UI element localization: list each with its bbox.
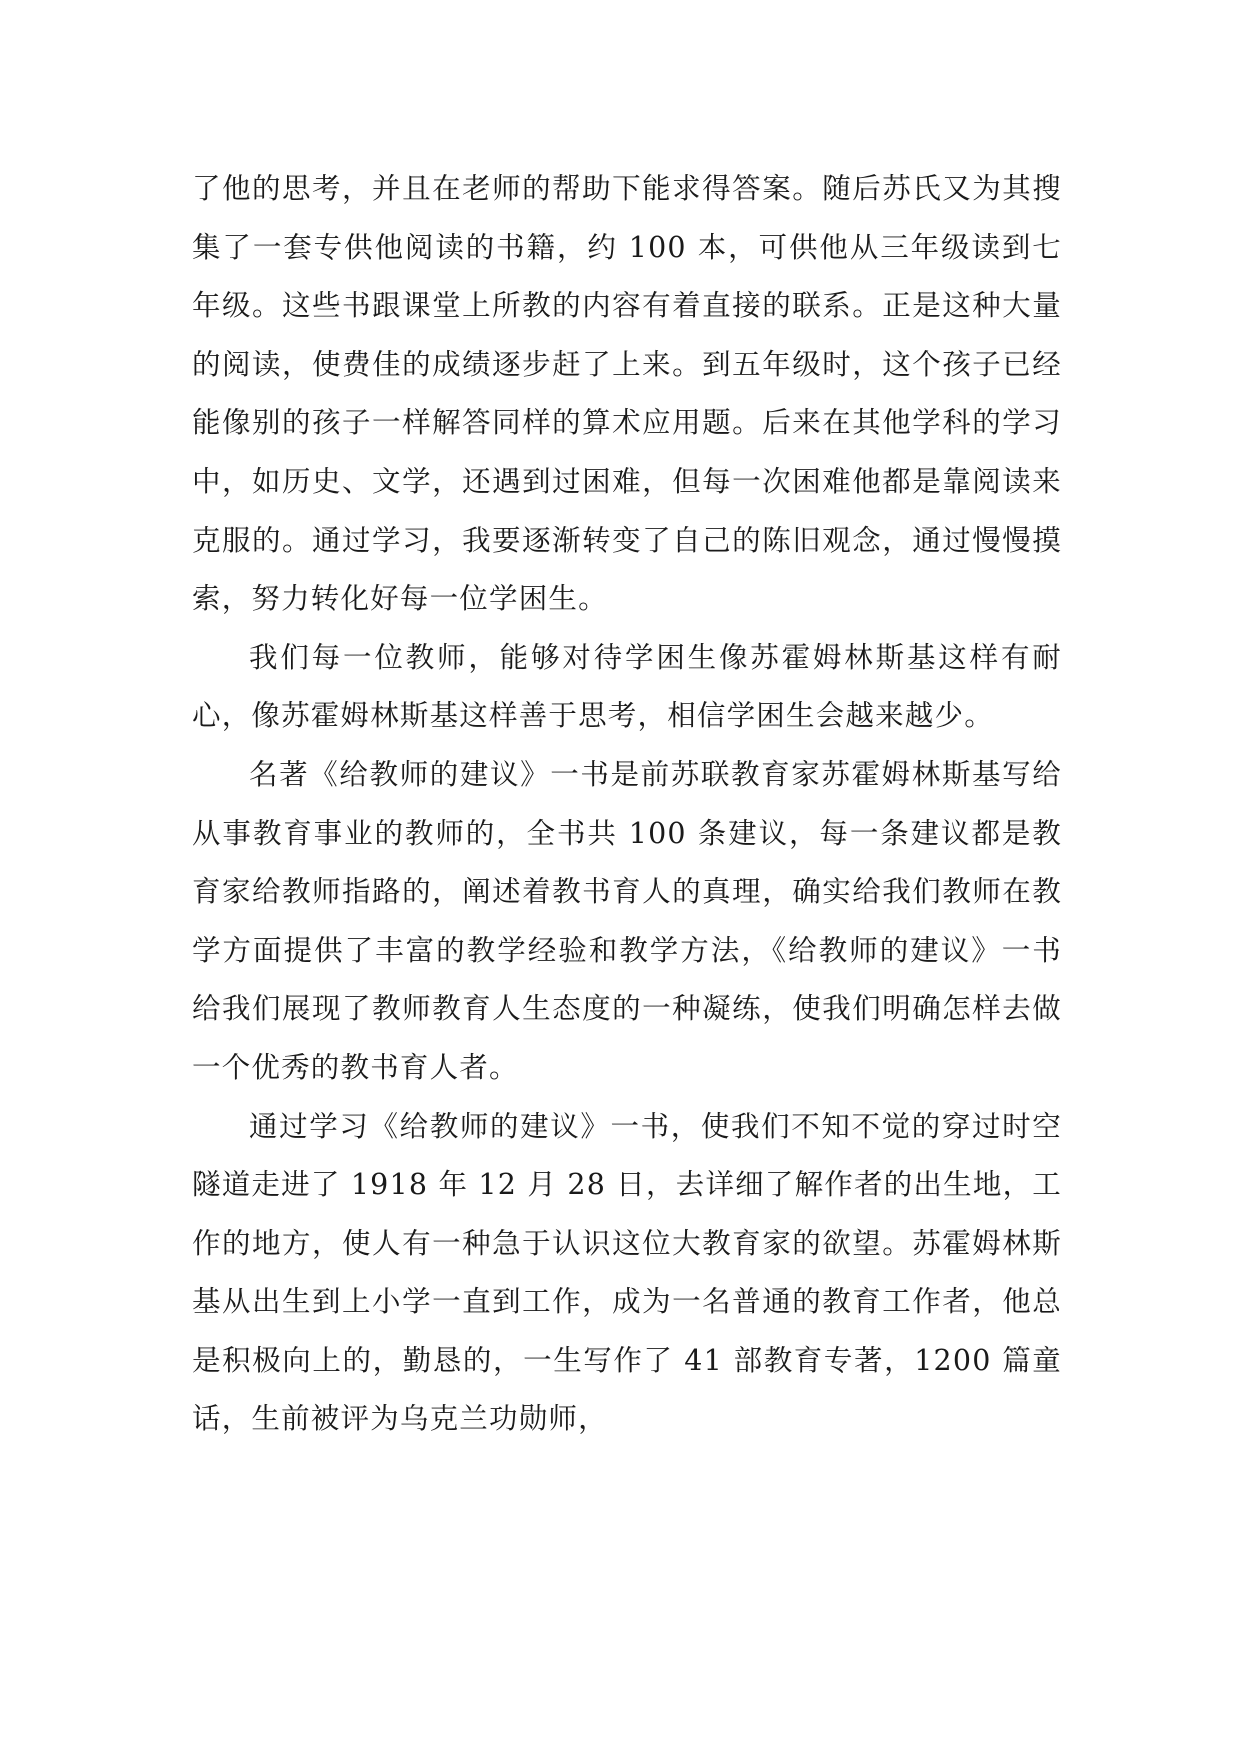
paragraph: 名著《给教师的建议》一书是前苏联教育家苏霍姆林斯基写给从事教育事业的教师的，全书共 100 条建议，每一条建议都是教育家给教师指路的，阐述着教书育人的真理，确实给我们教师在教学方面提供了丰富的教学经验和教学方法，《给教师的建议》一书给我们展现了教师教育人生态度的一种凝练，使我们明确怎样去做一个优秀的教书育人者。: [192, 757, 1062, 1084]
paragraph: 通过学习《给教师的建议》一书，使我们不知不觉的穿过时空隧道走进了 1918 年 12 月 28 日，去详细了解作者的出生地，工作的地方，使人有一种急于认识这位大教育家的欲望。苏霍姆林斯基从出生到上小学一直到工作，成为一名普通的教育工作者，他总是积极向上的，勤恳的，一生写作了 41 部教育专著，1200 篇童话，生前被评为乌克兰功勋师，: [192, 1109, 1062, 1436]
body-text: [192, 160, 1062, 1449]
paragraph: 我们每一位教师，能够对待学困生像苏霍姆林斯基这样有耐心，像苏霍姆林斯基这样善于思考，相信学困生会越来越少。: [192, 640, 1062, 733]
paragraph-continuation: 了他的思考，并且在老师的帮助下能求得答案。随后苏氏又为其搜集了一套专供他阅读的书籍，约 100 本，可供他从三年级读到七年级。这些书跟课堂上所教的内容有着直接的联系。正是这种大量的阅读，使费佳的成绩逐步赶了上来。到五年级时，这个孩子已经能像别的孩子一样解答同样的算术应用题。后来在其他学科的学习中，如历史、文学，还遇到过困难，但每一次困难他都是靠阅读来克服的。通过学习，我要逐渐转变了自己的陈旧观念，通过慢慢摸索，努力转化好每一位学困生。: [192, 172, 1062, 616]
